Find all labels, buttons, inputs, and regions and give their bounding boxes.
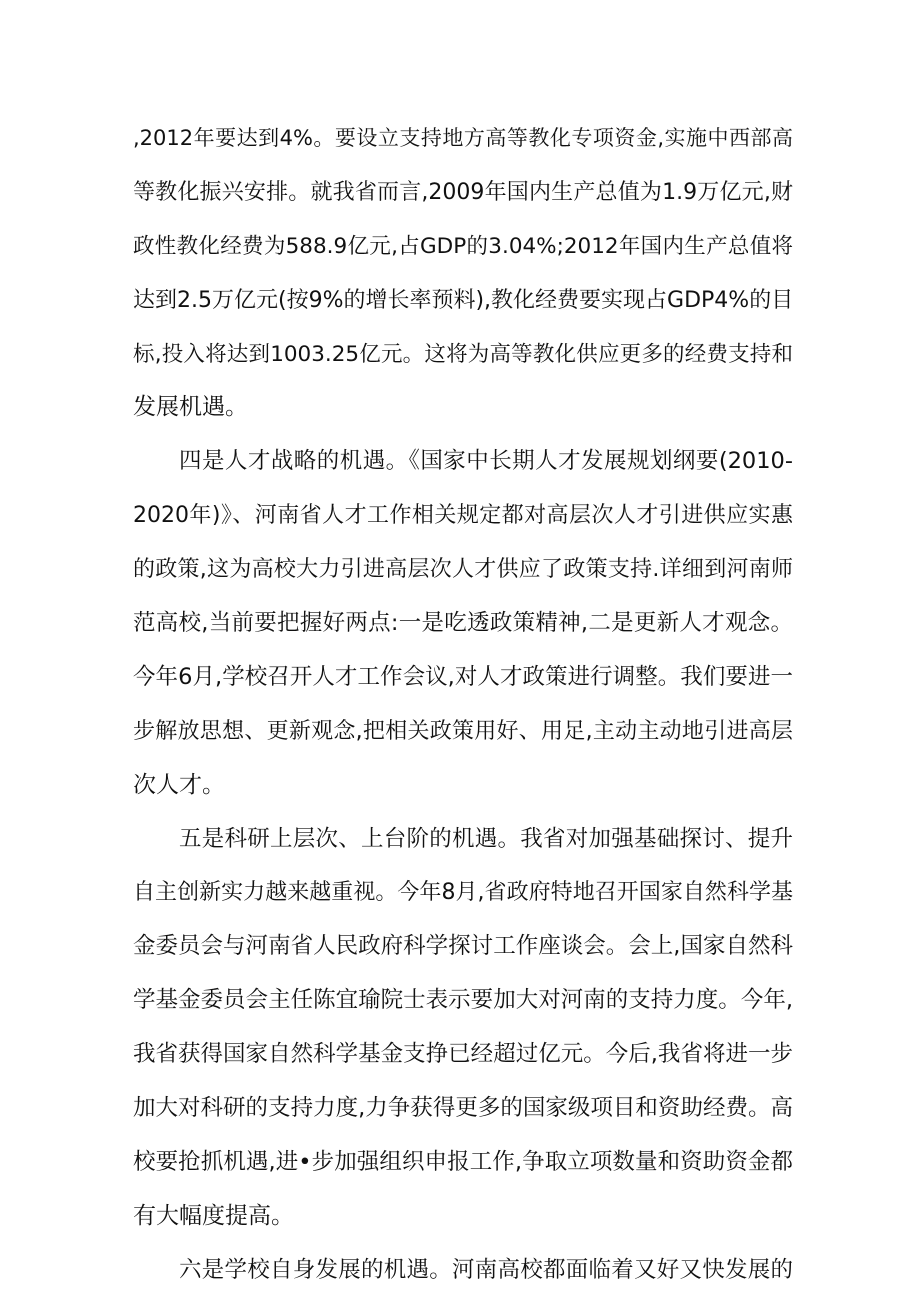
text-line: 学基金委员会主任陈宜瑜院士表示要加大对河南的支持力度。今年, bbox=[133, 987, 793, 1014]
text-line: 金委员会与河南省人民政府科学探讨工作座谈会。会上,国家自然科 bbox=[133, 933, 793, 960]
text-line: 加大对科研的支持力度,力争获得更多的国家级项目和资助经费。高 bbox=[133, 1095, 793, 1122]
text-line: 等教化振兴安排。就我省而言,2009年国内生产总值为1.9万亿元,财 bbox=[133, 179, 793, 205]
text-line: 标,投入将达到1003.25亿元。这将为高等教化供应更多的经费支持和 bbox=[133, 341, 793, 367]
text-line: ,2012年要达到4%。要设立支持地方高等教化专项资金,实施中西部高 bbox=[133, 126, 793, 150]
text-line: 的政策,这为高校大力引进高层次人才供应了政策支持.详细到河南师 bbox=[133, 557, 793, 583]
text-line: 四是人才战略的机遇。《国家中长期人才发展规划纲要(2010- bbox=[179, 448, 793, 475]
text-line: 范高校,当前要把握好两点:一是吃透政策精神,二是更新人才观念。 bbox=[133, 610, 793, 637]
text-line: 有大幅度提高。 bbox=[133, 1202, 294, 1229]
text-line: 发展机遇。 bbox=[133, 394, 248, 421]
text-line: 自主创新实力越来越重视。今年8月,省政府特地召开国家自然科学基 bbox=[133, 880, 793, 906]
text-line: 步解放思想、更新观念,把相关政策用好、用足,主动主动地引进高层 bbox=[133, 718, 793, 744]
text-line: 达到2.5万亿元(按9%的增长率预料),教化经费要实现占GDP4%的目 bbox=[133, 287, 794, 313]
text-line: 校要抢抓机遇,进•步加强组织申报工作,争取立项数量和资助资金都 bbox=[133, 1148, 793, 1175]
paragraph-research bbox=[133, 813, 793, 1244]
paragraph-funding bbox=[133, 112, 793, 435]
text-line: 六是学校自身发展的机遇。河南高校都面临着又好又快发展的 bbox=[179, 1256, 793, 1283]
text-line: 今年6月,学校召开人才工作会议,对人才政策进行调整。我们要进一 bbox=[133, 663, 793, 690]
document-body bbox=[133, 112, 793, 1298]
text-line: 2020年)》、河南省人才工作相关规定都对高层次人才引进供应实惠 bbox=[133, 503, 793, 529]
paragraph-school-development bbox=[133, 1244, 793, 1298]
paragraph-talent-strategy bbox=[133, 435, 793, 812]
text-line: 五是科研上层次、上台阶的机遇。我省对加强基础探讨、提升 bbox=[179, 825, 793, 852]
text-line: 我省获得国家自然科学基金支挣已经超过亿元。今后,我省将进一步 bbox=[133, 1041, 793, 1068]
text-line: 次人才。 bbox=[133, 771, 225, 798]
text-line: 政性教化经费为588.9亿元,占GDP的3.04%;2012年国内生产总值将 bbox=[133, 233, 793, 259]
